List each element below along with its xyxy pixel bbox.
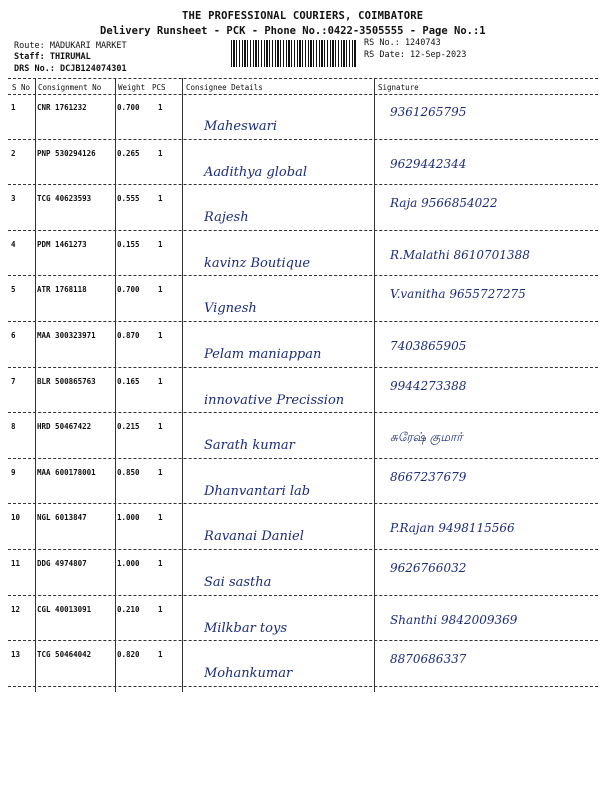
row-sno: 13	[11, 650, 21, 660]
staff-label: Staff: THIRUMAL	[14, 52, 91, 62]
row-pcs: 1	[158, 239, 163, 249]
col-header-signature: Signature	[378, 83, 419, 92]
row-weight: 0.850	[117, 467, 140, 477]
row-sno: 2	[11, 148, 16, 158]
row-signature: 8667237679	[390, 469, 467, 484]
rs-date: RS Date: 12-Sep-2023	[364, 50, 467, 60]
row-signature: 9944273388	[390, 378, 467, 393]
row-divider	[8, 503, 598, 504]
row-pcs: 1	[158, 422, 163, 432]
row-sno: 6	[11, 331, 16, 340]
row-weight: 0.165	[117, 376, 140, 386]
row-weight: 0.820	[117, 650, 140, 660]
row-weight: 1.000	[117, 513, 140, 523]
table-row	[8, 279, 598, 324]
row-weight: 0.265	[117, 148, 140, 158]
row-weight: 0.870	[117, 331, 140, 340]
row-divider	[8, 321, 598, 322]
document-title: THE PROFESSIONAL COURIERS, COIMBATORE	[182, 10, 424, 22]
table-row	[8, 325, 598, 370]
row-sno: 9	[11, 467, 16, 477]
row-divider	[8, 686, 598, 687]
rs-number: RS No.: 1240743	[364, 38, 441, 48]
row-pcs: 1	[158, 103, 163, 112]
row-consignee-name: Vignesh	[204, 301, 257, 317]
row-consignee-name: Sarath kumar	[204, 438, 295, 454]
row-consignment-no: BLR 500865763	[37, 376, 96, 386]
row-consignment-no: DDG 4974807	[37, 559, 87, 568]
row-divider	[8, 458, 598, 459]
row-consignment-no: CNR 1761232	[37, 103, 87, 112]
table-row	[8, 644, 598, 689]
row-signature: 9626766032	[390, 561, 467, 575]
row-weight: 0.555	[117, 194, 140, 204]
row-pcs: 1	[158, 148, 163, 158]
row-pcs: 1	[158, 376, 163, 386]
row-pcs: 1	[158, 331, 163, 340]
row-signature: Raja 9566854022	[390, 196, 498, 211]
row-divider	[8, 275, 598, 276]
row-sno: 4	[11, 239, 16, 249]
route-label: Route: MADUKARI MARKET	[14, 41, 127, 51]
row-sno: 7	[11, 376, 16, 386]
row-signature: V.vanitha 9655727275	[390, 287, 526, 302]
row-divider	[8, 549, 598, 550]
row-sno: 8	[11, 422, 16, 432]
table-row	[8, 599, 598, 644]
col-header-pcs: PCS	[152, 83, 166, 92]
table-row	[8, 553, 598, 598]
row-consignment-no: HRD 50467422	[37, 422, 92, 432]
row-sno: 3	[11, 194, 16, 204]
row-pcs: 1	[158, 650, 163, 660]
row-consignment-no: TCG 40623593	[37, 194, 92, 204]
table-row	[8, 462, 598, 507]
row-signature: சுரேஷ் குமார்	[390, 430, 463, 445]
row-sno: 5	[11, 285, 16, 295]
row-pcs: 1	[158, 559, 163, 568]
row-divider	[8, 184, 598, 185]
table-row	[8, 188, 598, 233]
row-consignee-name: Milkbar toys	[204, 620, 287, 636]
row-weight: 0.700	[117, 285, 140, 295]
table-row	[8, 416, 598, 461]
row-consignment-no: CGL 40013091	[37, 604, 92, 614]
row-signature: P.Rajan 9498115566	[390, 521, 515, 536]
row-signature: R.Malathi 8610701388	[390, 247, 530, 262]
row-divider	[8, 640, 598, 641]
row-pcs: 1	[158, 194, 163, 204]
row-signature: Shanthi 9842009369	[390, 612, 518, 627]
row-consignment-no: MAA 600178001	[37, 467, 96, 477]
row-weight: 1.000	[117, 559, 140, 568]
col-header-weight: Weight	[118, 83, 146, 92]
row-consignment-no: ATR 1768118	[37, 285, 87, 295]
row-divider	[8, 367, 598, 368]
drs-number: DRS No.: DCJB124074301	[14, 64, 127, 74]
row-pcs: 1	[158, 513, 163, 523]
row-consignee-name: Sai sastha	[204, 575, 272, 590]
row-signature: 8870686337	[390, 652, 467, 667]
row-weight: 0.155	[117, 239, 140, 249]
row-consignee-name: Mohankumar	[204, 666, 293, 682]
row-pcs: 1	[158, 604, 163, 614]
header-divider-bottom	[8, 94, 598, 95]
table-row	[8, 97, 598, 142]
table-row	[8, 234, 598, 279]
row-sno: 11	[11, 559, 21, 568]
row-weight: 0.700	[117, 103, 140, 112]
row-signature: 9629442344	[390, 156, 467, 171]
row-consignee-name: Maheswari	[204, 119, 278, 134]
barcode-image	[231, 40, 357, 67]
table-row	[8, 371, 598, 416]
row-consignee-name: Rajesh	[204, 210, 249, 226]
row-sno: 12	[11, 604, 21, 614]
row-divider	[8, 230, 598, 231]
table-row	[8, 143, 598, 188]
row-consignee-name: innovative Precission	[204, 392, 345, 408]
row-divider	[8, 595, 598, 596]
row-divider	[8, 412, 598, 413]
row-consignee-name: Dhanvantari lab	[204, 483, 311, 499]
row-consignment-no: TCG 50464042	[37, 650, 92, 660]
row-consignment-no: PNP 530294126	[37, 148, 96, 158]
row-sno: 1	[11, 103, 16, 112]
row-pcs: 1	[158, 285, 163, 295]
row-signature: 7403865905	[390, 339, 467, 353]
row-consignee-name: Pelam maniappan	[204, 347, 322, 362]
row-consignee-name: Ravanai Daniel	[204, 529, 304, 545]
col-header-details: Consignee Details	[186, 83, 263, 92]
row-divider	[8, 139, 598, 140]
row-weight: 0.215	[117, 422, 140, 432]
row-signature: 9361265795	[390, 105, 467, 119]
row-consignment-no: PDM 1461273	[37, 239, 87, 249]
document-subtitle: Delivery Runsheet - PCK - Phone No.:0422-3505555 - Page No.:1	[100, 25, 486, 37]
col-header-sno: S No	[12, 83, 31, 92]
row-consignment-no: MAA 300323971	[37, 331, 96, 340]
col-header-consignment: Consignment No	[38, 83, 102, 92]
row-weight: 0.210	[117, 604, 140, 614]
row-consignee-name: Aadithya global	[204, 164, 307, 180]
row-pcs: 1	[158, 467, 163, 477]
row-consignee-name: kavinz Boutique	[204, 255, 311, 271]
header-divider-top	[8, 78, 598, 79]
row-sno: 10	[11, 513, 21, 523]
table-row	[8, 507, 598, 552]
row-consignment-no: NGL 6013847	[37, 513, 87, 523]
